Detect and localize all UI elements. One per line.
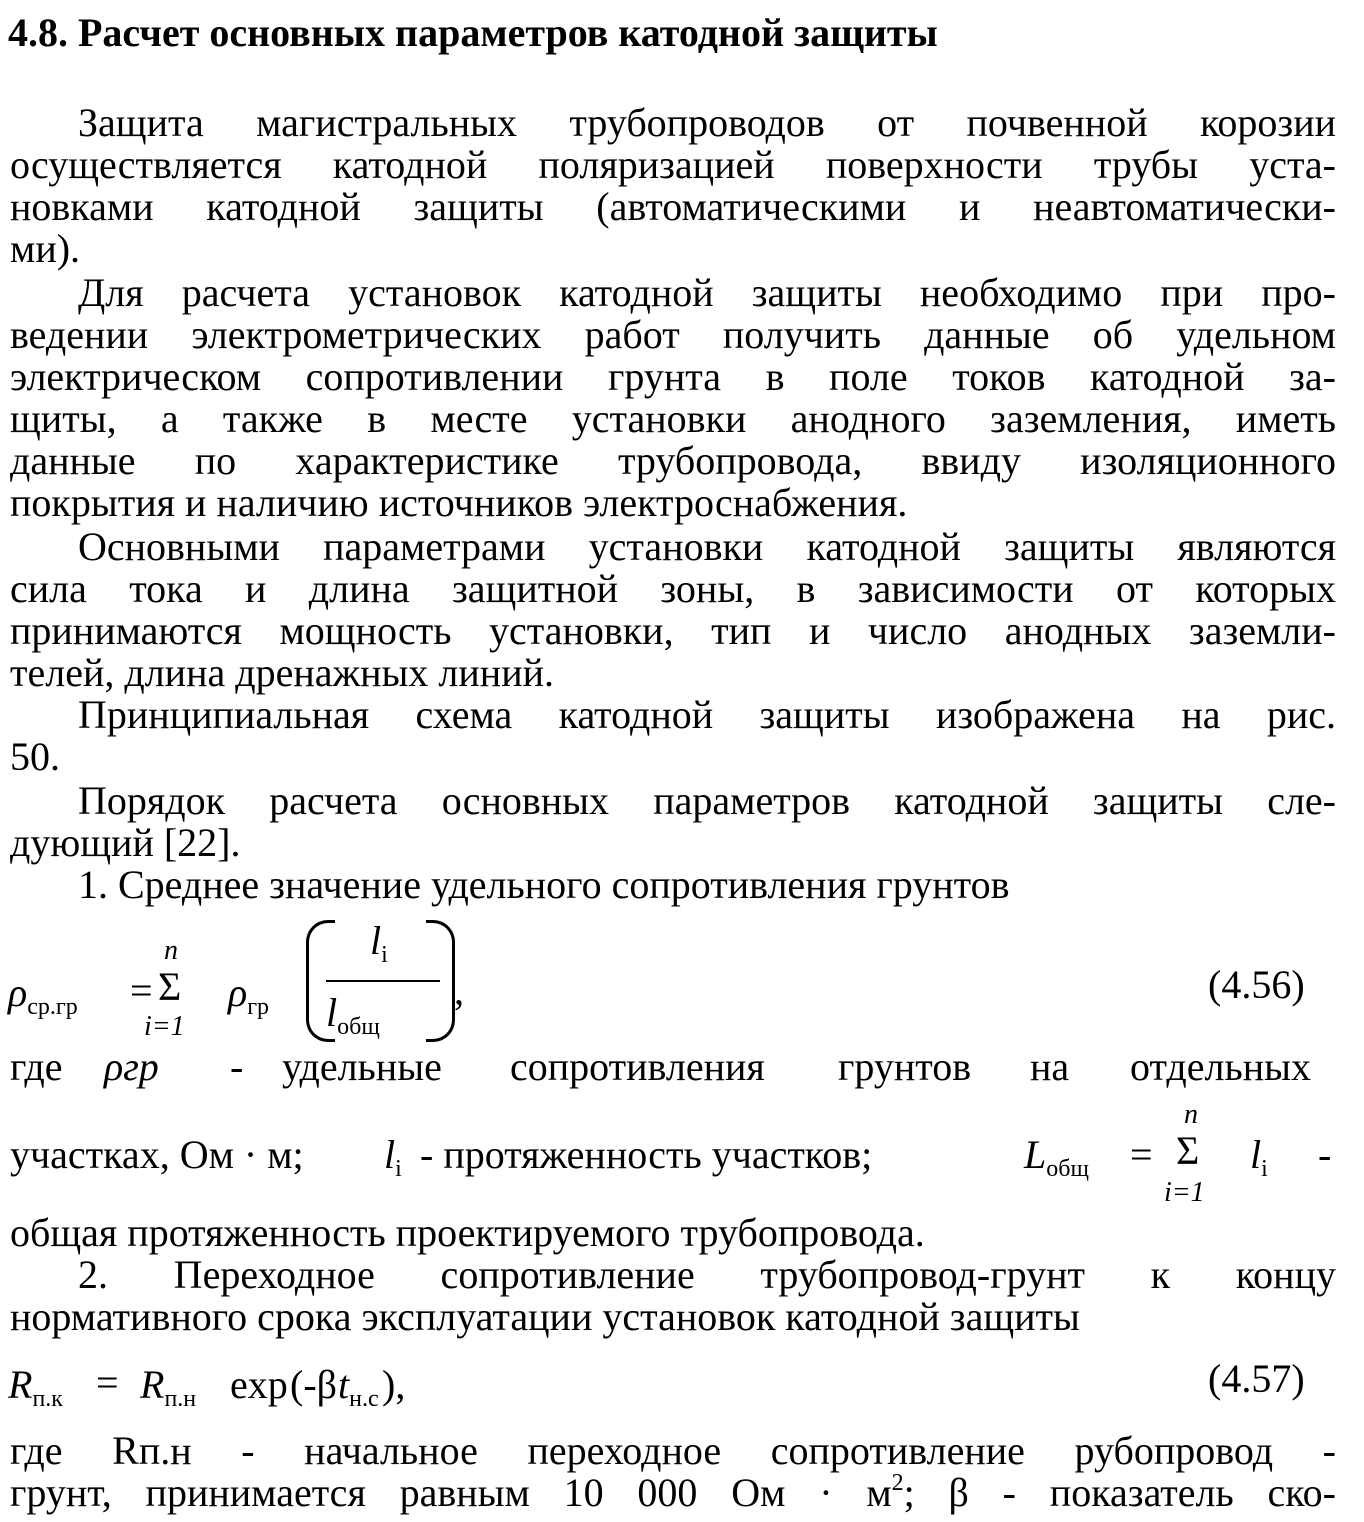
text-line: ведении электрометрических работ получить данные об удельном bbox=[10, 312, 1336, 357]
text-line: дующий [22]. bbox=[10, 820, 241, 865]
text-line: принимаются мощность установки, тип и число анодных заземли- bbox=[10, 608, 1336, 653]
text-line: телей, длина дренажных линий. bbox=[10, 650, 555, 695]
text-line: осуществляется катодной поляризацией поверхности трубы уста- bbox=[10, 142, 1336, 187]
text-line: Защита магистральных трубопроводов от почвенной корозии bbox=[78, 100, 1336, 145]
text-line: щиты, а также в месте установки анодного заземления, иметь bbox=[10, 396, 1336, 441]
text-line: данные по характеристике трубопровода, ввиду изоляционного bbox=[10, 438, 1336, 483]
text-line: Порядок расчета основных параметров катодной защиты сле- bbox=[78, 778, 1336, 823]
text-line: нормативного срока эксплуатации установок катодной защиты bbox=[10, 1294, 1080, 1339]
page: 4.8. Расчет основных параметров катодной защиты Защита магистральных трубопроводов от почвенной корозии осуществляется катодной поляризацией поверхности трубы уста- новками катодной защиты (автоматическими и неавтоматически- ми). Для расчета установок катодной защиты необходимо при про- ведении электрометрических работ получить данные об удельном электрическом сопротивлении грунта в поле токов катодной за- щиты, а также в месте установки анодного заземления, иметь данные по характеристике трубопровода, ввиду изоляционного покрытия и наличию источников электроснабжения. Основными параметрами установки катодной защиты являются сила тока и длина защитной зоны, в зависимости от которых принимаются мощность установки, тип и число анодных заземли- телей, длина дренажных линий. Принципиальная схема катодной защиты изображена на рис. 50. Порядок расчета основных параметров катодной защиты сле- дующий [22]. 1. Среднее значение удельного сопротивления грунтов $\rho_{ср.гр}$ = n Σ i=1 $\rho_{гр}$ $l_i$ $l_{общ}$ , (4.56) где ρгр - удельные сопротивления грунтов на отдельных участках, Ом · м; $l_i$ - протяженность участков; $L_{общ}$ = n Σ i=1 $l_i$ - общая протяженность проектируемого трубопровода. 2. Переходное сопротивление трубопровод-грунт к концу нормативного срока эксплуатации установок катодной защиты $R_{п.к}$ = $R_{п.н}$ exp (-β $t_{н.с}$ ), (4.57) где Rп.н - начальное переходное сопротивление рубопровод - грунт, принимается равным 10 000 Ом · $м^2$; β - показатель ско- bbox=[0, 0, 1364, 1520]
text-line: грунт, принимается равным 10 000 Ом · $м^2$; β - показатель ско- bbox=[10, 1470, 1336, 1515]
section-heading: 4.8. Расчет основных параметров катодной защиты bbox=[8, 10, 938, 55]
text-line: 1. Среднее значение удельного сопротивления грунтов bbox=[78, 862, 1010, 907]
text-line: Принципиальная схема катодной защиты изображена на рис. bbox=[78, 692, 1336, 737]
text-line: сила тока и длина защитной зоны, в зависимости от которых bbox=[10, 566, 1336, 611]
text-line: Для расчета установок катодной защиты необходимо при про- bbox=[78, 270, 1336, 315]
text-line: покрытия и наличию источников электроснабжения. bbox=[10, 480, 908, 525]
text-line: электрическом сопротивлении грунта в поле токов катодной за- bbox=[10, 354, 1336, 399]
text-line: ми). bbox=[10, 226, 81, 271]
text-line: Основными параметрами установки катодной защиты являются bbox=[78, 524, 1336, 569]
text-line: 2. Переходное сопротивление трубопровод-грунт к концу bbox=[78, 1252, 1336, 1297]
text-line: новками катодной защиты (автоматическими и неавтоматически- bbox=[10, 184, 1336, 229]
text-line: где Rп.н - начальное переходное сопротивление рубопровод - bbox=[10, 1428, 1336, 1473]
text-line: 50. bbox=[10, 734, 60, 779]
text-line: общая протяженность проектируемого трубопровода. bbox=[10, 1210, 925, 1255]
